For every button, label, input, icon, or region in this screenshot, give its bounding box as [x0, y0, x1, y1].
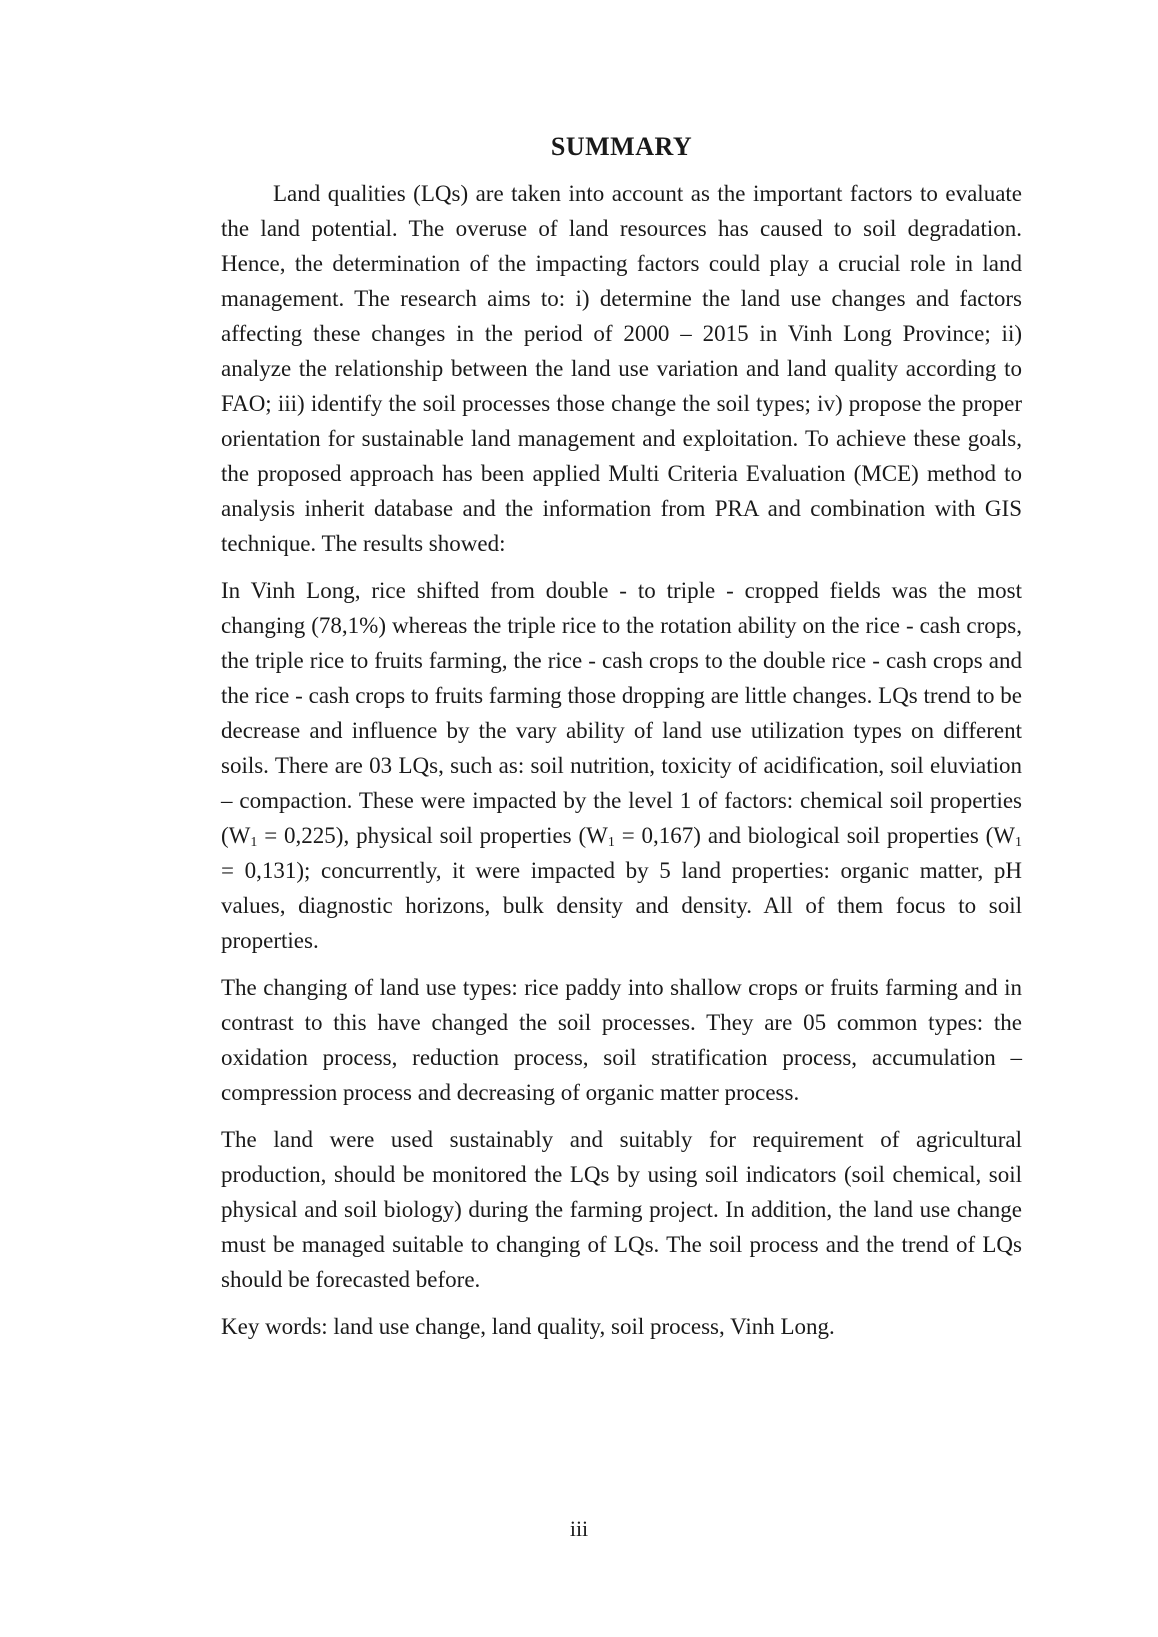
page-number: iii [569, 1516, 589, 1541]
paragraph-processes: The changing of land use types: rice paddy into shallow crops or fruits farming and in contrast to this have changed the soil processes. They are 05 common types: the oxidation process, reduction process, soil stratification process, accumulation – compression process and decreasing of organic matter process. [221, 975, 1022, 1105]
w-subscript-3: 1 [1015, 835, 1023, 850]
paragraph-results-text: In Vinh Long, rice shifted from double - to triple - cropped fields was the most changing (78,1%) whereas the triple rice to the rotation ability on the rice - cash crops, the triple rice to fruits farming, the rice - cash crops to the double rice - cash crops and the rice - cash crops to fruits farming those dropping are little changes. LQs trend to be decrease and influence by the vary ability of land use utilization types on different soils. There are 03 LQs, such as: soil nutrition, toxicity of acidification, soil eluviation – compaction. These were impacted by the level 1 of factors: chemical soil properties (W [221, 578, 1022, 848]
paragraph-results-seg3: = 0,131); concurrently, it were impacted by 5 land properties: organic matter, pH values, diagnostic horizons, bulk density and density. All of them focus to soil properties. [221, 858, 1022, 953]
summary-page [221, 130, 1022, 1356]
paragraph-intro: Land qualities (LQs) are taken into account as the important factors to evaluate the land potential. The overuse of land resources has caused to soil degradation. Hence, the determination of the impacting factors could play a crucial role in land management. The research aims to: i) determine the land use changes and factors affecting these changes in the period of 2000 – 2015 in Vinh Long Province; ii) analyze the relationship between the land use variation and land quality according to FAO; iii) identify the soil processes those change the soil types; iv) propose the proper orientation for sustainable land management and exploitation. To achieve these goals, the proposed approach has been applied Multi Criteria Evaluation (MCE) method to analysis inherit database and the information from PRA and combination with GIS technique. The results showed: [221, 181, 1022, 556]
paragraph-results [221, 573, 1022, 958]
page-title: SUMMARY [550, 132, 693, 161]
paragraph-results-seg2: = 0,167) and biological soil properties (W [614, 823, 1016, 848]
paragraph-recommendations: The land were used sustainably and suitably for requirement of agricultural production, should be monitored the LQs by using soil indicators (soil chemical, soil physical and soil biology) during the farming project. In addition, the land use change must be managed suitable to changing of LQs. The soil process and the trend of LQs should be forecasted before. [221, 1127, 1022, 1292]
w-subscript-2: 1 [607, 835, 615, 850]
paragraph-results-seg1: = 0,225), physical soil properties (W [257, 823, 608, 848]
w-subscript-1: 1 [250, 835, 258, 850]
keywords-line: Key words: land use change, land quality, soil process, Vinh Long. [221, 1314, 835, 1339]
